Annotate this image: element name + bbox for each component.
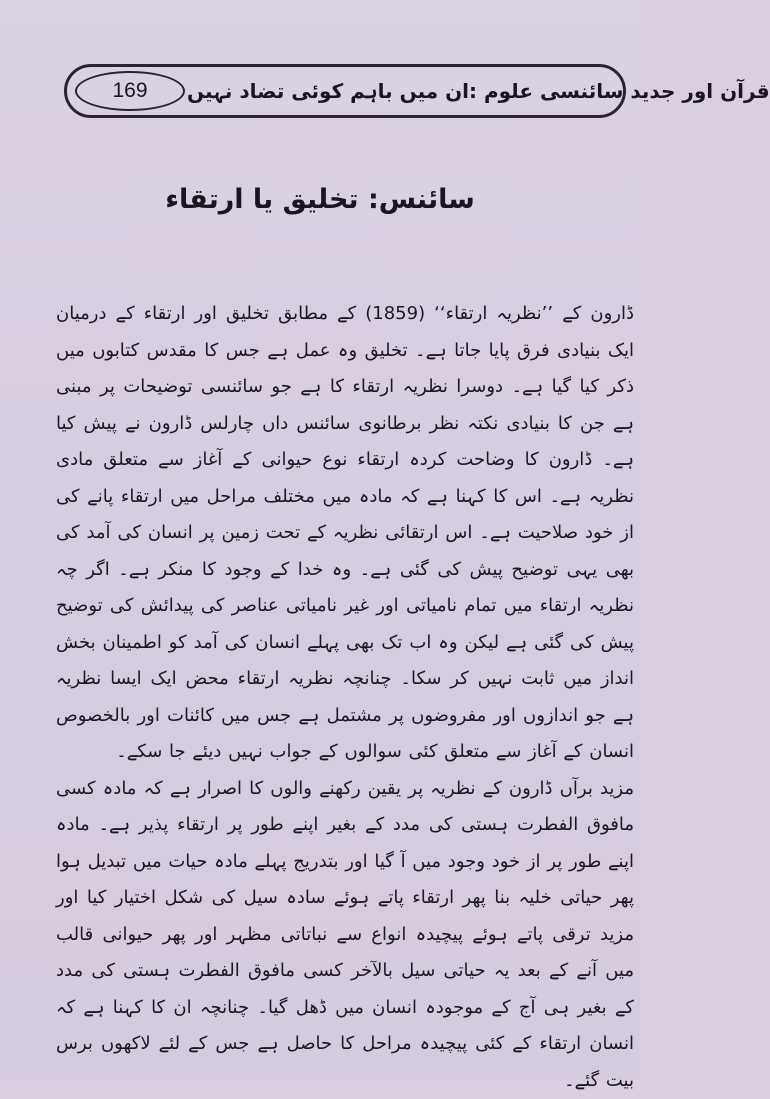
paragraph-2: مزید برآں ڈارون کے نظریہ پر یقین رکھنے والوں کا اصرار ہے کہ مادہ کسی مافوق الفطرت ہستی کی مدد کے بغیر اپنے طور پر ارتقاء پذیر ہے۔ مادہ اپنے طور پر از خود وجود میں آ گیا اور بتدریج پہلے مادہ حیات میں تبدیل ہوا پھر حیاتی خلیہ بنا پھر ارتقاء پاتے ہوئے سادہ سیل کی شکل اختیار کیا اور مزید ترقی پاتے ہوئے پیچیدہ انواع سے نباتاتی مظہر اور پھر حیوانی قالب میں آنے کے بعد یہ حیاتی سیل بالآخر کسی مافوق الفطرت ہستی کی مدد کے بغیر ہی آج کے موجودہ انسان میں ڈھل گیا۔ چنانچہ ان کا کہنا ہے کہ انسان ارتقاء کے کئی پیچیدہ مراحل کا حاصل ہے جس کے لئے لاکھوں برس بیت گئے۔: [56, 771, 634, 1099]
running-header: [64, 64, 626, 118]
running-title: قرآن اور جدید سائنسی علوم :ان میں باہم کوئی تضاد نہیں: [187, 71, 607, 111]
section-title: سائنس: تخلیق یا ارتقاء: [0, 184, 640, 215]
body-text: [56, 296, 634, 1099]
paragraph-1: ڈارون کے ’’نظریہ ارتقاء‘‘ (1859) کے مطابق تخلیق اور ارتقاء کے درمیان ایک بنیادی فرق پایا جاتا ہے۔ تخلیق وہ عمل ہے جس کا مقدس کتابوں میں ذکر کیا گیا ہے۔ دوسرا نظریہ ارتقاء کا ہے جو سائنسی توضیحات پر مبنی ہے جن کا بنیادی نکتہ نظر برطانوی سائنس داں چارلس ڈارون نے پیش کیا ہے۔ ڈارون کا وضاحت کردہ ارتقاء نوع حیوانی کے آغاز سے متعلق مادی نظریہ ہے۔ اس کا کہنا ہے کہ مادہ میں مختلف مراحل میں ارتقاء پانے کی از خود صلاحیت ہے۔ اس ارتقائی نظریہ کے تحت زمین پر انسان کی آمد کی بھی یہی توضیح پیش کی گئی ہے۔ وہ خدا کے وجود کا منکر ہے۔ اگر چہ نظریہ ارتقاء میں تمام نامیاتی اور غیر نامیاتی عناصر کی پیدائش کی توضیح پیش کی گئی ہے لیکن وہ اب تک بھی پہلے انسان کی آمد کو اطمینان بخش انداز میں ثابت نہیں کر سکا۔ چنانچہ نظریہ ارتقاء محض ایک ایسا نظریہ ہے جو اندازوں اور مفروضوں پر مشتمل ہے جس میں کائنات اور بالخصوص انسان کے آغاز سے متعلق کئی سوالوں کے جواب نہیں دیئے جا سکے۔: [56, 296, 634, 771]
page-number: 169: [75, 71, 185, 111]
